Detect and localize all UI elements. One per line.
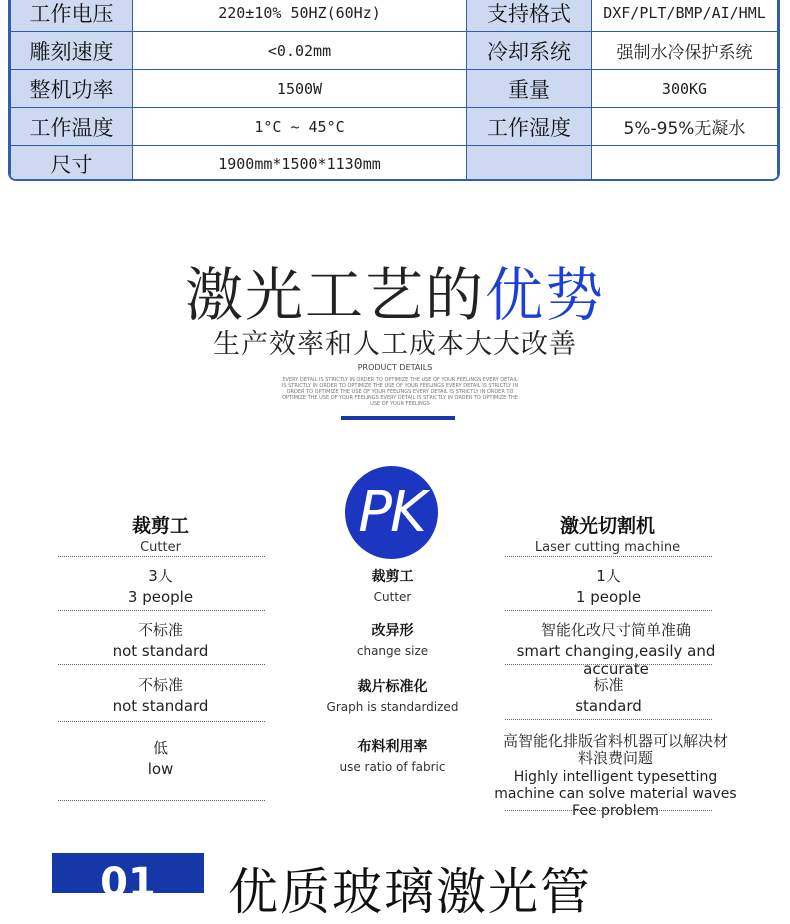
spec-row [11, 108, 778, 146]
middle-cell [300, 566, 485, 604]
cell-zh: 标准 [593, 676, 624, 694]
spec-label: 雕刻速度 [11, 32, 133, 70]
spec-label: 支持格式 [467, 0, 592, 32]
cell-zh: 改异形 [371, 623, 414, 639]
right-cell [488, 733, 743, 820]
spec-value [592, 146, 778, 182]
cell-en: low [147, 760, 174, 778]
section-title-main: 激光工艺的 [184, 261, 485, 329]
right-cell [485, 619, 747, 678]
middle-cell [300, 620, 485, 658]
spec-label [467, 146, 592, 182]
spec-label: 工作温度 [11, 108, 133, 146]
spec-value: 1500W [133, 70, 467, 108]
spec-row [11, 70, 778, 108]
right-header-zh: 激光切割机 [559, 515, 655, 537]
spec-label: 冷却系统 [467, 32, 592, 70]
left-header-zh: 裁剪工 [131, 515, 189, 537]
section-title-highlight: 优势 [485, 261, 606, 329]
spec-label: 工作湿度 [467, 108, 592, 146]
product-details-label: PRODUCT DETAILS [357, 363, 433, 372]
cell-en: 1 people [575, 588, 642, 606]
middle-cell [300, 676, 485, 714]
middle-cell [300, 736, 485, 774]
spec-value: DXF/PLT/BMP/AI/HML [592, 0, 778, 32]
spec-table-grid [10, 0, 778, 181]
divider [505, 719, 712, 720]
right-column-header [500, 511, 715, 555]
left-cell [58, 619, 263, 660]
cell-zh: 裁片标准化 [357, 679, 428, 695]
divider [58, 556, 265, 557]
spec-table [8, 0, 780, 181]
spec-label: 工作电压 [11, 0, 133, 32]
section-subtitle: 生产效率和人工成本大大改善 [213, 329, 577, 360]
divider [505, 610, 712, 611]
cell-zh: 1人 [596, 567, 621, 585]
next-section-title: 优质玻璃激光管 [228, 863, 592, 921]
spec-label: 重量 [467, 70, 592, 108]
cell-en: change size [356, 644, 429, 658]
cell-zh: 不标准 [137, 621, 183, 639]
cell-zh: 智能化改尺寸简单准确 [540, 621, 691, 639]
spec-value: 1900mm*1500*1130mm [133, 146, 467, 182]
cell-en: standard [575, 697, 642, 715]
spec-value: 220±10% 50HZ(60Hz) [133, 0, 467, 32]
cell-zh: 3人 [148, 567, 173, 585]
left-header-en: Cutter [140, 540, 181, 555]
section-number: 01 [100, 860, 156, 906]
cell-zh: 低 [152, 739, 168, 757]
spec-row [11, 146, 778, 182]
title-underline-bar [341, 416, 455, 420]
divider [58, 800, 265, 801]
spec-value: 强制水冷保护系统 [592, 32, 778, 70]
cell-zh: 高智能化排版省料机器可以解决材料浪费问题 [502, 732, 728, 767]
divider [58, 610, 265, 611]
divider [505, 664, 712, 665]
right-cell [505, 674, 712, 715]
divider [58, 664, 265, 665]
cell-en: not standard [112, 642, 209, 660]
left-cell [58, 737, 263, 778]
spec-value: 1°C ~ 45°C [133, 108, 467, 146]
divider [58, 721, 265, 722]
left-column-header [58, 511, 263, 555]
cell-en: Graph is standardized [326, 700, 459, 714]
divider [505, 810, 712, 811]
cell-en: smart changing,easily and accurate [516, 642, 716, 678]
left-cell [58, 674, 263, 715]
cell-en: Cutter [373, 590, 412, 604]
cell-zh: 布料利用率 [357, 739, 428, 755]
spec-row [11, 0, 778, 32]
pk-badge: PK [345, 466, 438, 559]
cell-en: Highly intelligent typesetting machine can solve material waves Fee problem [494, 769, 737, 819]
right-header-en: Laser cutting machine [534, 540, 681, 555]
left-cell [58, 565, 263, 606]
right-cell [505, 565, 712, 606]
spec-value: 5%-95%无凝水 [592, 108, 778, 146]
product-details-fine-text: EVERY DETAIL IS STRICTLY IN ORDER TO OPTIMIZE THE USE OF YOUR FEELINGS EVERY DETAIL IS STRICTLY IN ORDER TO OPTIMIZE THE USE OF YOUR FEELINGS EVERY DETAIL IS STRICTLY IN ORDER TO OPTIMIZE THE USE OF YOUR FEELINGS EVERY DETAIL IS STRICTLY IN ORDER TO OPTIMIZE THE USE OF YOUR FEELINGS EVERY DETAIL IS STRICTLY IN ORDER TO OPTIMIZE THE USE OF YOUR FEELINGS [281, 377, 519, 407]
cell-zh: 不标准 [137, 676, 183, 694]
cell-en: use ratio of fabric [339, 760, 446, 774]
spec-value: 300KG [592, 70, 778, 108]
spec-value: <0.02mm [133, 32, 467, 70]
section-title [0, 248, 790, 332]
spec-label: 整机功率 [11, 70, 133, 108]
divider [505, 556, 712, 557]
cell-zh: 裁剪工 [371, 569, 414, 585]
spec-row [11, 32, 778, 70]
spec-label: 尺寸 [11, 146, 133, 182]
cell-en: 3 people [127, 588, 194, 606]
cell-en: not standard [112, 697, 209, 715]
